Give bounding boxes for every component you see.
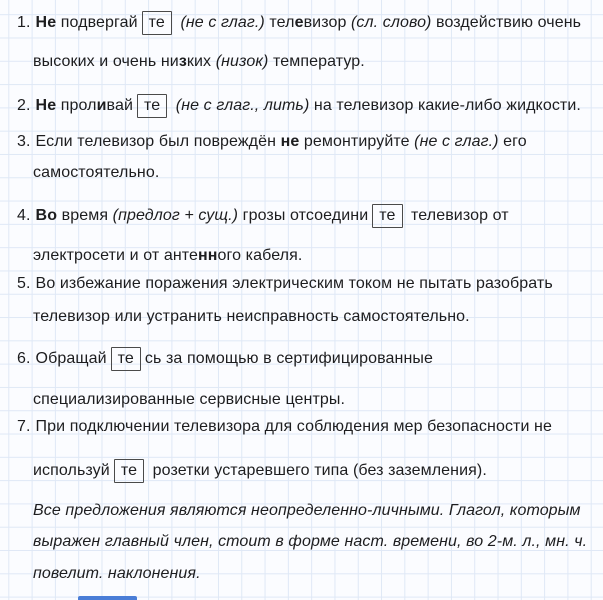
grammar-annotation: Все предложения являются неопределенно-личными. Глагол, которым	[33, 502, 581, 519]
bold-letter: Не	[35, 97, 57, 114]
grammar-annotation: (предлог + сущ.)	[112, 207, 239, 224]
text-line	[33, 530, 587, 553]
text-segment: прол	[56, 97, 97, 114]
bold-letter: Не	[35, 14, 57, 31]
text-segment: визор	[303, 14, 351, 31]
text-line	[17, 11, 581, 35]
bold-letter: е	[294, 14, 304, 31]
text-segment: высоких и очень ни	[33, 53, 179, 70]
text-segment: специализированные сервисные центры.	[33, 391, 346, 408]
text-segment: подвергай	[56, 14, 138, 31]
text-segment: температур.	[268, 53, 365, 70]
text-line	[33, 50, 365, 73]
list-number: 2.	[17, 97, 31, 114]
text-segment: самостоятельно.	[33, 164, 160, 181]
text-line	[17, 204, 509, 228]
text-line	[33, 459, 487, 483]
text-line	[33, 305, 470, 328]
bold-letter: и	[96, 97, 107, 114]
grammar-annotation: повелит. наклонения.	[33, 565, 201, 582]
text-segment: ремонтируйте	[299, 133, 415, 150]
boxed-ending-te: те	[114, 459, 144, 483]
text-segment: телевизор или устранить неисправность самостоятельно.	[33, 308, 470, 325]
list-number: 1.	[17, 14, 31, 31]
bold-letter: з	[178, 53, 187, 70]
grammar-annotation: выражен главный член, стоит в форме наст. времени, во 2-м. л., мн. ч.	[33, 533, 588, 550]
text-line	[17, 415, 552, 438]
text-segment: на телевизор какие-либо жидкости.	[309, 97, 581, 114]
text-segment: Во избежание поражения электрическим током не пытать разобрать	[35, 275, 553, 292]
boxed-ending-te: те	[142, 11, 172, 35]
text-segment: телевизор от	[406, 207, 509, 224]
text-segment: Если телевизор был повреждён	[35, 133, 281, 150]
text-segment: время	[57, 207, 113, 224]
text-segment: ких	[186, 53, 216, 70]
text-line	[33, 562, 201, 585]
boxed-ending-te: те	[137, 94, 167, 118]
text-segment: сь за помощью в сертифицированные	[144, 350, 434, 367]
boxed-ending-te: те	[111, 347, 141, 371]
text-segment: воздействию очень	[431, 14, 582, 31]
list-number: 4.	[17, 207, 31, 224]
grammar-annotation: (не с глаг.)	[180, 14, 265, 31]
text-line	[33, 161, 159, 184]
bold-letter: нн	[198, 247, 218, 264]
text-line	[33, 244, 302, 267]
text-segment: Обращай	[35, 350, 107, 367]
text-segment: его	[498, 133, 527, 150]
cutoff-blue-element	[78, 596, 137, 600]
text-line	[17, 94, 581, 118]
text-line	[17, 347, 433, 371]
grammar-annotation: (сл. слово)	[351, 14, 432, 31]
text-line	[33, 499, 581, 522]
grammar-annotation: (низок)	[215, 53, 269, 70]
list-number: 6.	[17, 350, 31, 367]
list-number: 5.	[17, 275, 31, 292]
text-segment: тел	[264, 14, 295, 31]
text-line	[33, 388, 345, 411]
text-segment: розетки устаревшего типа (без заземления).	[148, 462, 487, 479]
boxed-ending-te: те	[372, 204, 402, 228]
list-number: 3.	[17, 133, 31, 150]
grammar-annotation: (не с глаг., лить)	[175, 97, 310, 114]
text-line	[17, 272, 553, 295]
text-segment: При подключении телевизора для соблюдения мер безопасности не	[35, 418, 552, 435]
text-segment: используй	[33, 462, 110, 479]
grammar-annotation: (не с глаг.)	[414, 133, 499, 150]
bold-letter: не	[280, 133, 300, 150]
text-segment: грозы отсоедини	[238, 207, 369, 224]
list-number: 7.	[17, 418, 31, 435]
text-segment: ого кабеля.	[217, 247, 303, 264]
text-segment: вай	[106, 97, 133, 114]
text-segment: электросети и от анте	[33, 247, 199, 264]
text-line	[17, 130, 527, 153]
bold-letter: Во	[35, 207, 58, 224]
